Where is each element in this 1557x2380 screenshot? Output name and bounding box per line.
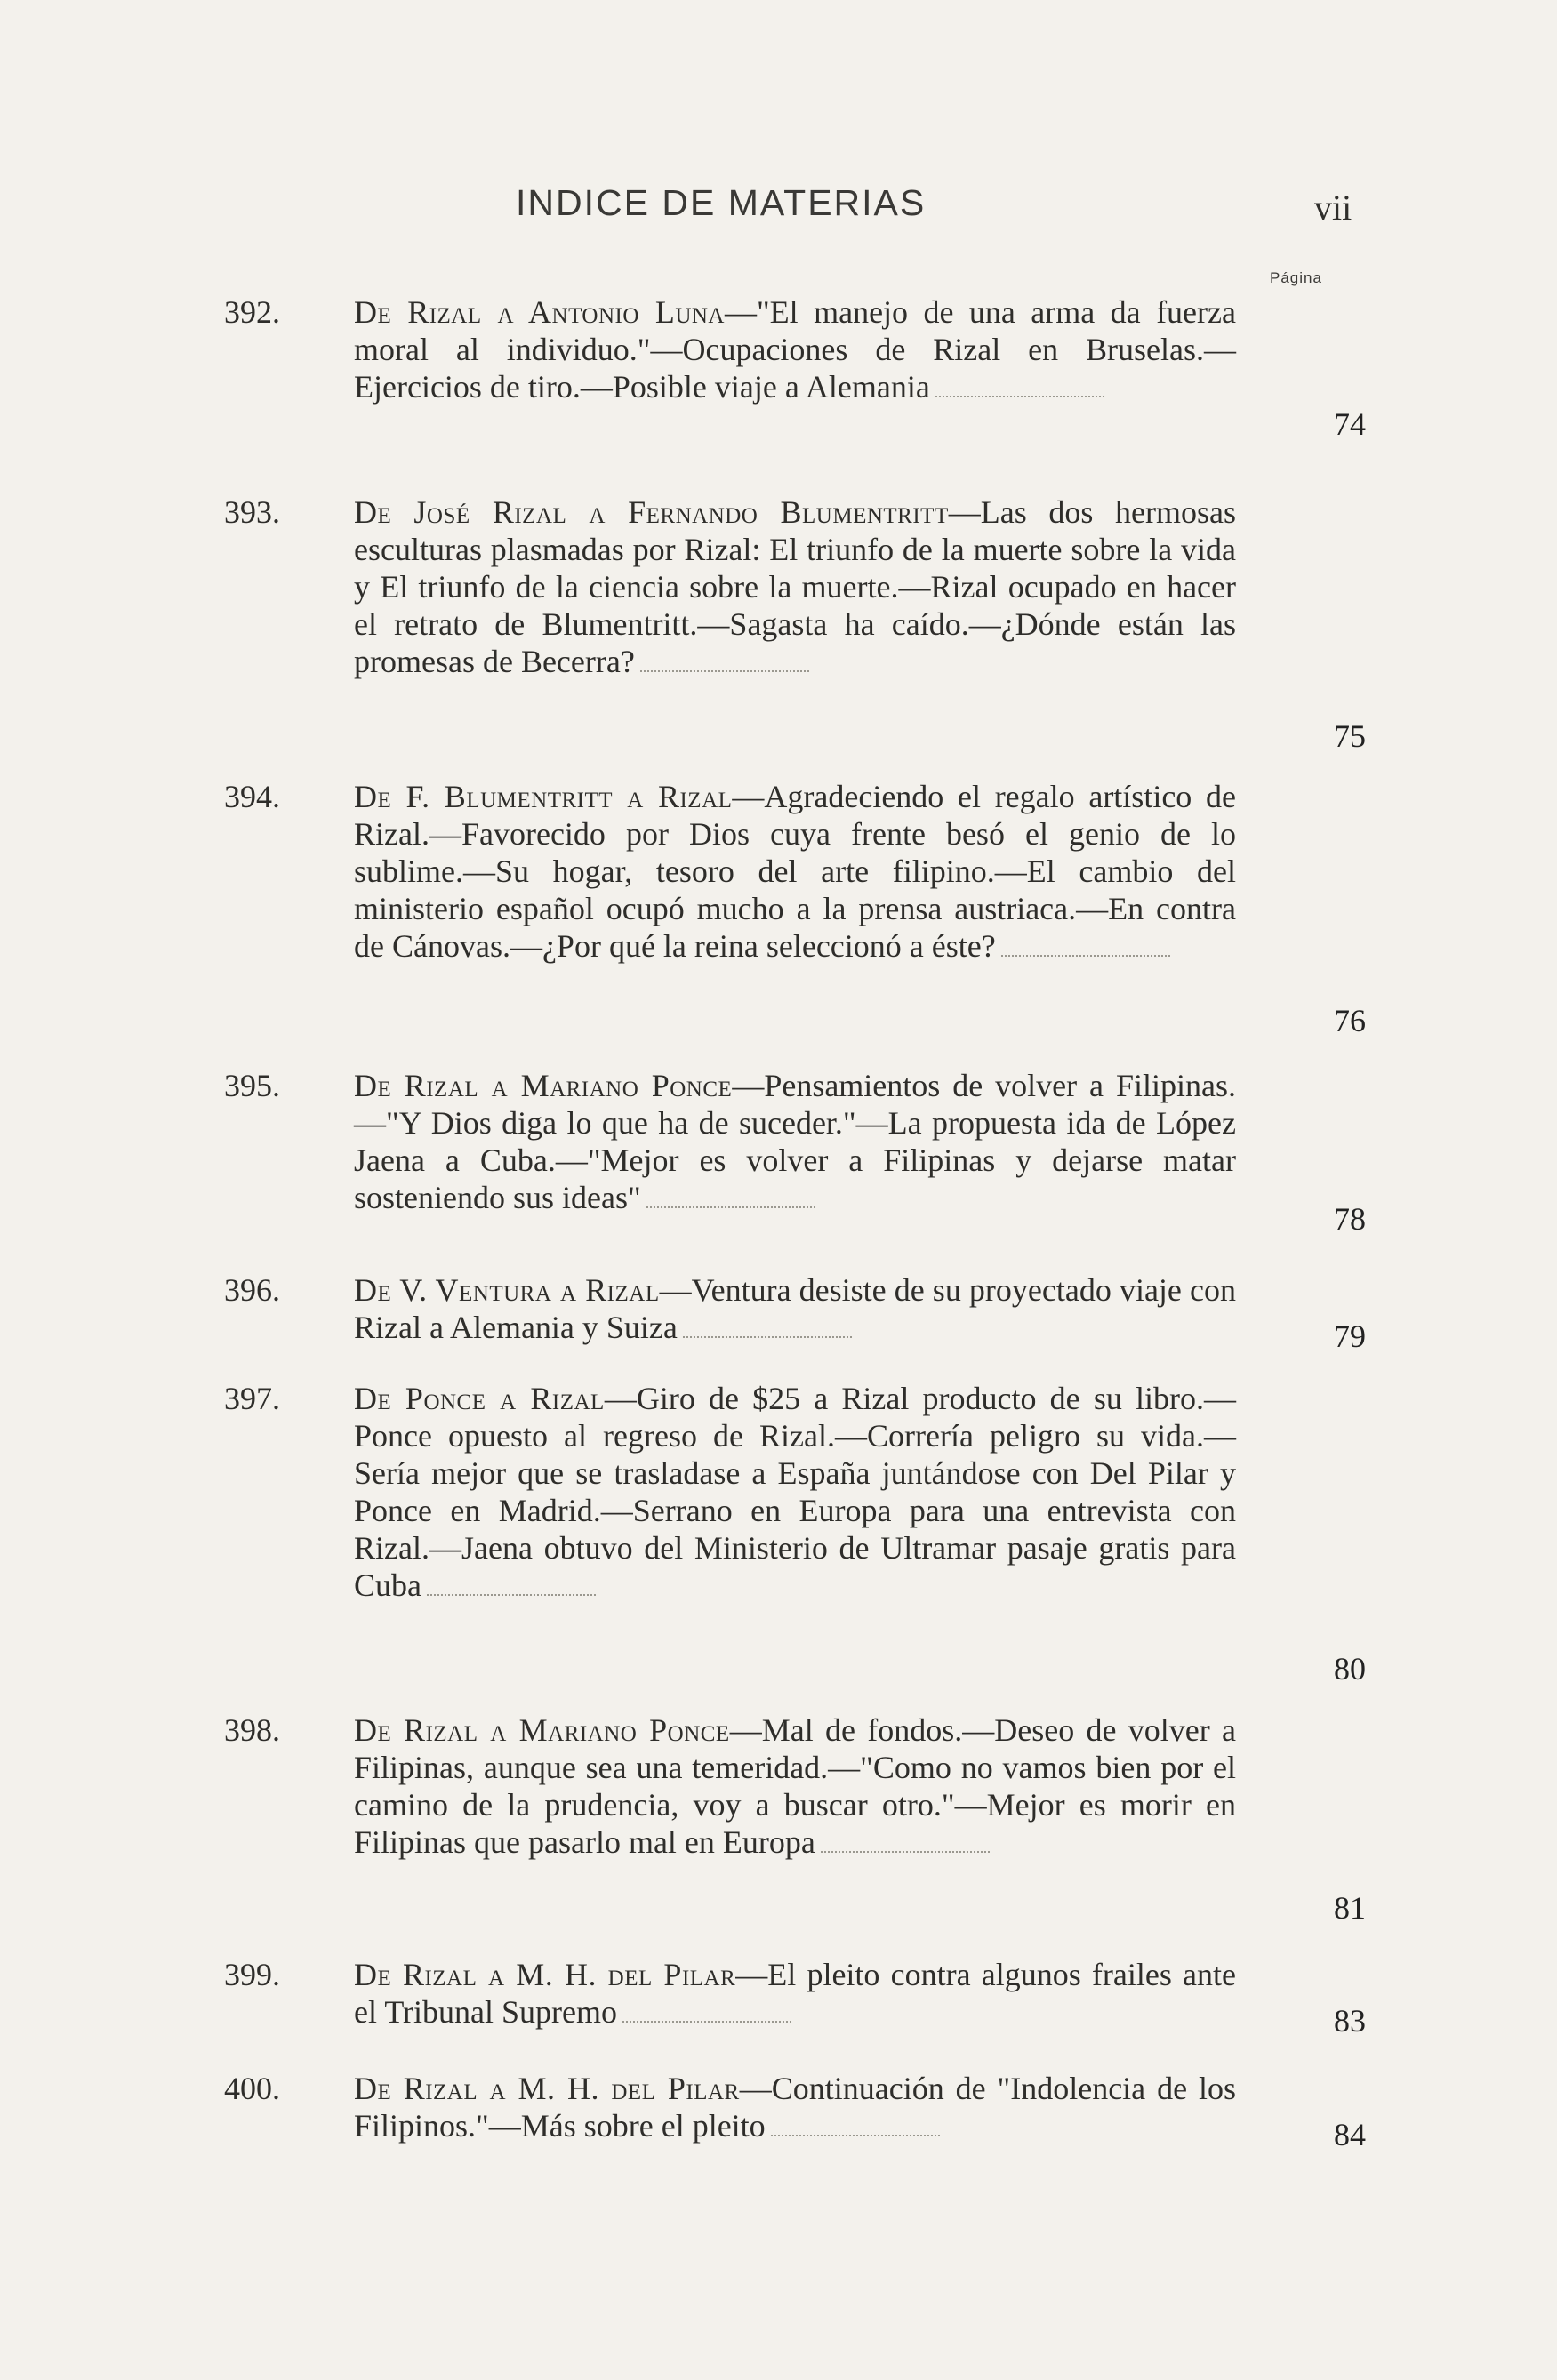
entry-page: 78 — [1334, 1201, 1366, 1237]
entry-page: 84 — [1334, 2117, 1366, 2152]
entry-heading: De Rizal a M. H. del Pilar — [354, 2071, 740, 2106]
dot-leader — [771, 2108, 940, 2136]
entry-description — [354, 2070, 1236, 2144]
entry-number: 397. — [224, 1381, 280, 1416]
entry-page: 79 — [1334, 1318, 1366, 1354]
entry-description — [354, 1380, 1236, 1604]
entry-number: 399. — [224, 1957, 280, 1992]
dot-leader — [935, 369, 1104, 397]
entry-text: —Pensamientos de volver a Filipinas.—"Y Dios diga lo que ha de suceder."—La propuesta ida de López Jaena a Cuba.—"Mejor es volver a Filipinas y dejarse matar sosteniendo sus ideas" — [354, 1068, 1236, 1215]
entry-number: 400. — [224, 2071, 280, 2106]
entry-description — [354, 1271, 1236, 1346]
dot-leader — [427, 1567, 596, 1596]
dot-leader — [1001, 928, 1170, 957]
entry-page: 74 — [1334, 406, 1366, 442]
entry-heading: De F. Blumentritt a Rizal — [354, 779, 733, 814]
entry-heading: De Ponce a Rizal — [354, 1381, 605, 1416]
entry-text: —Agradeciendo el regalo artístico de Rizal.—Favorecido por Dios cuya frente besó el genio de lo sublime.—Su hogar, tesoro del arte filipino.—El cambio del ministerio español ocupó mucho a la prensa austriaca.—En contra de Cánovas.—¿Por qué la reina seleccionó a éste? — [354, 779, 1236, 964]
entry-number: 393. — [224, 494, 280, 530]
entry-text: —Giro de $25 a Rizal producto de su libro.—Ponce opuesto al regreso de Rizal.—Correría peligro su vida.—Sería mejor que se trasladase a España juntándose con Del Pilar y Ponce en Madrid.—Serrano en Europa para una entrevista con Rizal.—Jaena obtuvo del Ministerio de Ultramar pasaje gratis para Cuba — [354, 1381, 1236, 1603]
dot-leader — [646, 1180, 815, 1208]
entry-text: —Mal de fondos.—Deseo de volver a Filipinas, aunque sea una temeridad.—"Como no vamos bien por el camino de la prudencia, voy a buscar otro."—Mejor es morir en Filipinas que pasarlo mal en Europa — [354, 1712, 1237, 1860]
entry-number: 394. — [224, 779, 280, 814]
entry-page: 81 — [1334, 1890, 1366, 1926]
dot-leader — [683, 1310, 852, 1338]
dot-leader — [622, 1994, 791, 2023]
entry-number: 396. — [224, 1272, 280, 1308]
dot-leader — [821, 1824, 990, 1853]
entry-number: 392. — [224, 294, 280, 330]
entry-heading: De Rizal a M. H. del Pilar — [354, 1957, 736, 1992]
entry-number: 395. — [224, 1068, 280, 1103]
entry-description — [354, 1711, 1236, 1861]
entry-heading: De Rizal a Antonio Luna — [354, 294, 725, 330]
entry-heading: De V. Ventura a Rizal — [354, 1272, 660, 1308]
entry-page: 80 — [1334, 1651, 1366, 1687]
entry-text: —El pleito contra algunos frailes ante el Tribunal Supremo — [354, 1957, 1236, 2030]
entry-description — [354, 493, 1236, 680]
entry-heading: De Rizal a Mariano Ponce — [354, 1068, 733, 1103]
entry-page: 75 — [1334, 718, 1366, 754]
entry-text: —Ventura desiste de su proyectado viaje con Rizal a Alemania y Suiza — [354, 1272, 1236, 1345]
entry-text: —Continuación de "Indolencia de los Filipinos."—Más sobre el pleito — [354, 2071, 1236, 2144]
entry-description — [354, 1956, 1236, 2031]
entry-page: 83 — [1334, 2003, 1366, 2039]
dot-leader — [640, 644, 809, 672]
entry-number: 398. — [224, 1712, 280, 1748]
entry-description — [354, 293, 1236, 405]
page-number: vii — [1314, 188, 1352, 228]
entry-description — [354, 1067, 1236, 1216]
entry-description — [354, 778, 1236, 965]
running-head-title: INDICE DE MATERIAS — [516, 182, 927, 223]
entry-text: —Las dos hermosas esculturas plasmadas por Rizal: El triunfo de la muerte sobre la vida y El triunfo de la ciencia sobre la muerte.—Rizal ocupado en hacer el retrato de Blumentritt.—Sagasta ha caído.—¿Dónde están las promesas de Becerra? — [354, 494, 1236, 679]
entry-heading: De Rizal a Mariano Ponce — [354, 1712, 730, 1748]
page-column-label: Página — [1270, 269, 1322, 286]
entry-heading: De José Rizal a Fernando Blumentritt — [354, 494, 949, 530]
entry-text: —"El manejo de una arma da fuerza moral al individuo."—Ocupaciones de Rizal en Bruselas.—Ejercicios de tiro.—Posible viaje a Alemania — [354, 294, 1236, 405]
entry-page: 76 — [1334, 1003, 1366, 1038]
